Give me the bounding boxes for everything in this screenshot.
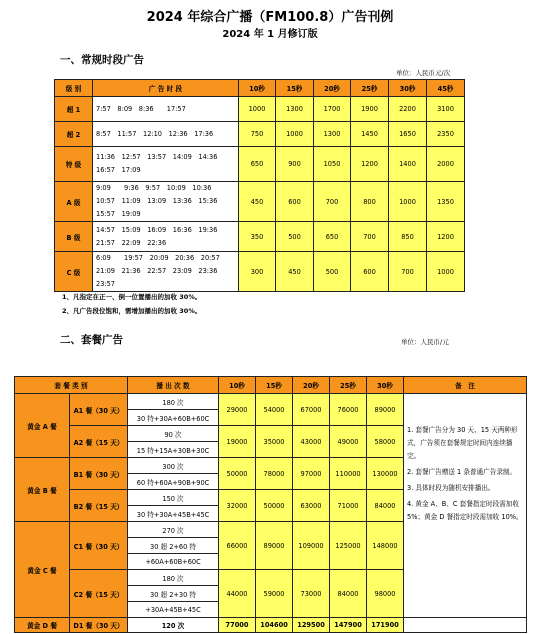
broadcast-count-cell: 15 特+15A+30B+30C bbox=[128, 442, 219, 458]
price-cell: 450 bbox=[239, 182, 276, 222]
time-slot-line: 21:57 22:09 22:36 bbox=[96, 238, 167, 247]
broadcast-count-cell: 30 超 2+60 特 bbox=[128, 538, 219, 554]
package-name-cell: A1 餐（30 天） bbox=[70, 394, 128, 426]
price-cell: 49000 bbox=[330, 426, 367, 458]
price-cell: 77000 bbox=[219, 618, 256, 633]
price-cell: 1200 bbox=[427, 222, 465, 252]
price-cell: 110000 bbox=[330, 458, 367, 490]
price-cell: 89000 bbox=[256, 522, 293, 570]
price-cell: 800 bbox=[351, 182, 389, 222]
price-cell: 29000 bbox=[219, 394, 256, 426]
price-cell: 84000 bbox=[330, 570, 367, 618]
price-cell: 129500 bbox=[293, 618, 330, 633]
level-cell: 超 1 bbox=[55, 97, 93, 122]
broadcast-count-cell: 150 次 bbox=[128, 490, 219, 506]
column-header: 10秒 bbox=[239, 80, 276, 97]
section2-unit: 单位：人民币/元 bbox=[401, 338, 449, 346]
remarks-cell-empty bbox=[404, 618, 527, 633]
remark-item: 2. 套餐广告赠送 1 条普通广告录制。 bbox=[407, 468, 517, 476]
table-row bbox=[55, 252, 465, 292]
price-cell: 450 bbox=[276, 252, 314, 292]
price-cell: 1000 bbox=[276, 122, 314, 147]
price-cell: 58000 bbox=[367, 426, 404, 458]
price-cell: 44000 bbox=[219, 570, 256, 618]
column-header: 25秒 bbox=[351, 80, 389, 97]
section1-note-2: 2、凡广告段位饱和，需增加播出的加收 30%。 bbox=[62, 307, 202, 315]
column-header: 30秒 bbox=[389, 80, 427, 97]
price-cell: 1700 bbox=[314, 97, 351, 122]
column-header: 15秒 bbox=[256, 377, 293, 394]
broadcast-count-cell: 270 次 bbox=[128, 522, 219, 538]
package-name-cell: D1 餐（30 天） bbox=[70, 618, 128, 633]
broadcast-count-cell: 90 次 bbox=[128, 426, 219, 442]
table-row bbox=[55, 222, 465, 252]
price-cell: 3100 bbox=[427, 97, 465, 122]
price-cell: 1350 bbox=[427, 182, 465, 222]
broadcast-count-cell: +30A+45B+45C bbox=[128, 602, 219, 618]
time-slots-cell bbox=[93, 182, 239, 222]
package-name-cell: B1 餐（30 天） bbox=[70, 458, 128, 490]
price-cell: 130000 bbox=[367, 458, 404, 490]
time-slot-line: 7:57 8:09 8:36 17:57 bbox=[96, 104, 186, 113]
price-cell: 750 bbox=[239, 122, 276, 147]
level-cell: A 级 bbox=[55, 182, 93, 222]
price-cell: 148000 bbox=[367, 522, 404, 570]
remark-item: 3. 具体时段为随机安排播出。 bbox=[407, 484, 495, 492]
price-cell: 1000 bbox=[427, 252, 465, 292]
price-cell: 78000 bbox=[256, 458, 293, 490]
price-cell: 500 bbox=[314, 252, 351, 292]
time-slot-line: 15:57 19:09 bbox=[96, 210, 141, 218]
price-cell: 2200 bbox=[389, 97, 427, 122]
price-cell: 89000 bbox=[367, 394, 404, 426]
table-row bbox=[55, 122, 465, 147]
broadcast-count-cell: 60 特+60A+90B+90C bbox=[128, 474, 219, 490]
price-cell: 32000 bbox=[219, 490, 256, 522]
package-group-cell: 黄金 A 餐 bbox=[15, 394, 70, 458]
broadcast-count-cell: +60A+60B+60C bbox=[128, 554, 219, 570]
price-cell: 700 bbox=[351, 222, 389, 252]
price-cell: 73000 bbox=[293, 570, 330, 618]
price-cell: 50000 bbox=[256, 490, 293, 522]
time-slot-line: 16:57 17:09 bbox=[96, 166, 141, 174]
time-slots-cell bbox=[93, 122, 239, 147]
price-cell: 1400 bbox=[389, 147, 427, 182]
time-slots-cell bbox=[93, 147, 239, 182]
table-row bbox=[55, 147, 465, 182]
price-cell: 98000 bbox=[367, 570, 404, 618]
column-header: 25秒 bbox=[330, 377, 367, 394]
price-cell: 84000 bbox=[367, 490, 404, 522]
time-slot-line: 23:57 bbox=[96, 280, 116, 288]
price-cell: 700 bbox=[314, 182, 351, 222]
price-cell: 109000 bbox=[293, 522, 330, 570]
price-cell: 300 bbox=[239, 252, 276, 292]
time-slot-line: 14:57 15:09 16:09 16:36 19:36 bbox=[96, 225, 218, 234]
package-group-cell: 黄金 B 餐 bbox=[15, 458, 70, 522]
price-cell: 104600 bbox=[256, 618, 293, 633]
column-header: 20秒 bbox=[314, 80, 351, 97]
price-cell: 1050 bbox=[314, 147, 351, 182]
page-subtitle: 2024 年 1 月修订版 bbox=[222, 29, 318, 40]
time-slot-line: 10:57 11:09 13:09 13:36 15:36 bbox=[96, 197, 218, 205]
time-slot-line: 21:09 21:36 22:57 23:09 23:36 bbox=[96, 267, 218, 275]
price-cell: 43000 bbox=[293, 426, 330, 458]
price-cell: 700 bbox=[389, 252, 427, 292]
package-group-cell: 黄金 D 餐 bbox=[15, 618, 70, 633]
price-cell: 19000 bbox=[219, 426, 256, 458]
price-cell: 1450 bbox=[351, 122, 389, 147]
price-cell: 35000 bbox=[256, 426, 293, 458]
price-cell: 71000 bbox=[330, 490, 367, 522]
broadcast-count-cell: 180 次 bbox=[128, 394, 219, 410]
price-cell: 1000 bbox=[389, 182, 427, 222]
price-cell: 1650 bbox=[389, 122, 427, 147]
section1-unit: 单位：人民币元/次 bbox=[396, 69, 451, 77]
broadcast-count-cell: 30 超 2+30 特 bbox=[128, 586, 219, 602]
package-name-cell: C2 餐（15 天） bbox=[70, 570, 128, 618]
broadcast-count-cell: 30 特+30A+60B+60C bbox=[128, 410, 219, 426]
column-header: 备 注 bbox=[404, 377, 527, 394]
broadcast-count-cell: 300 次 bbox=[128, 458, 219, 474]
column-header: 30秒 bbox=[367, 377, 404, 394]
section1-note-1: 1、凡指定在正一、倒一位置播出的加收 30%。 bbox=[62, 293, 202, 301]
price-cell: 1900 bbox=[351, 97, 389, 122]
price-cell: 97000 bbox=[293, 458, 330, 490]
table-footer-row bbox=[15, 618, 527, 633]
level-cell: 特 级 bbox=[55, 147, 93, 182]
price-cell: 147900 bbox=[330, 618, 367, 633]
time-slots-cell bbox=[93, 222, 239, 252]
column-header: 级 别 bbox=[55, 80, 93, 97]
price-cell: 1000 bbox=[239, 97, 276, 122]
price-cell: 600 bbox=[276, 182, 314, 222]
level-cell: 超 2 bbox=[55, 122, 93, 147]
time-slot-line: 9:09 9:36 9:57 10:09 10:36 bbox=[96, 184, 212, 192]
level-cell: B 级 bbox=[55, 222, 93, 252]
regular-ad-table bbox=[54, 79, 465, 292]
broadcast-count-cell: 30 特+30A+45B+45C bbox=[128, 506, 219, 522]
remark-item: 1. 套餐广告分为 30 天、15 天两种形式，广告须在套餐规定时间内连续播完。 bbox=[407, 426, 518, 460]
price-cell: 600 bbox=[351, 252, 389, 292]
remark-item: 4. 黄金 A、B、C 套餐指定时段需加收 5%；黄金 D 餐指定时段需加收 10%。 bbox=[407, 500, 523, 521]
column-header: 20秒 bbox=[293, 377, 330, 394]
price-cell: 650 bbox=[239, 147, 276, 182]
column-header: 广 告 时 段 bbox=[93, 80, 239, 97]
remarks-cell bbox=[404, 394, 527, 618]
price-cell: 900 bbox=[276, 147, 314, 182]
price-cell: 59000 bbox=[256, 570, 293, 618]
level-cell: C 级 bbox=[55, 252, 93, 292]
package-ad-table bbox=[14, 376, 527, 633]
time-slot-line: 11:36 12:57 13:57 14:09 14:36 bbox=[96, 153, 218, 161]
price-cell: 125000 bbox=[330, 522, 367, 570]
price-cell: 650 bbox=[314, 222, 351, 252]
table-row bbox=[55, 97, 465, 122]
price-cell: 63000 bbox=[293, 490, 330, 522]
package-name-cell: A2 餐（15 天） bbox=[70, 426, 128, 458]
column-header: 15秒 bbox=[276, 80, 314, 97]
column-header: 播 出 次 数 bbox=[128, 377, 219, 394]
price-cell: 171900 bbox=[367, 618, 404, 633]
price-cell: 2000 bbox=[427, 147, 465, 182]
price-cell: 67000 bbox=[293, 394, 330, 426]
section1-heading: 一、常规时段广告 bbox=[60, 54, 144, 66]
column-header: 10秒 bbox=[219, 377, 256, 394]
broadcast-count-cell: 120 次 bbox=[128, 618, 219, 633]
table-header-row bbox=[15, 377, 527, 394]
price-cell: 2350 bbox=[427, 122, 465, 147]
price-cell: 1300 bbox=[314, 122, 351, 147]
broadcast-count-cell: 180 次 bbox=[128, 570, 219, 586]
time-slot-line: 8:57 11:57 12:10 12:36 17:36 bbox=[96, 129, 214, 138]
price-cell: 50000 bbox=[219, 458, 256, 490]
column-header: 套 餐 类 别 bbox=[15, 377, 128, 394]
time-slots-cell bbox=[93, 97, 239, 122]
time-slot-line: 6:09 19:57 20:09 20:36 20:57 bbox=[96, 254, 220, 262]
price-cell: 1300 bbox=[276, 97, 314, 122]
time-slots-cell bbox=[93, 252, 239, 292]
price-cell: 76000 bbox=[330, 394, 367, 426]
price-cell: 850 bbox=[389, 222, 427, 252]
column-header: 45秒 bbox=[427, 80, 465, 97]
price-cell: 350 bbox=[239, 222, 276, 252]
table-header-row bbox=[55, 80, 465, 97]
price-cell: 500 bbox=[276, 222, 314, 252]
page-title: 2024 年综合广播（FM100.8）广告刊例 bbox=[146, 10, 394, 25]
package-name-cell: C1 餐（30 天） bbox=[70, 522, 128, 570]
price-cell: 54000 bbox=[256, 394, 293, 426]
package-group-cell: 黄金 C 餐 bbox=[15, 522, 70, 618]
package-name-cell: B2 餐（15 天） bbox=[70, 490, 128, 522]
table-row bbox=[55, 182, 465, 222]
price-cell: 66000 bbox=[219, 522, 256, 570]
section2-heading: 二、套餐广告 bbox=[60, 334, 123, 346]
price-cell: 1200 bbox=[351, 147, 389, 182]
table-row bbox=[15, 394, 527, 410]
